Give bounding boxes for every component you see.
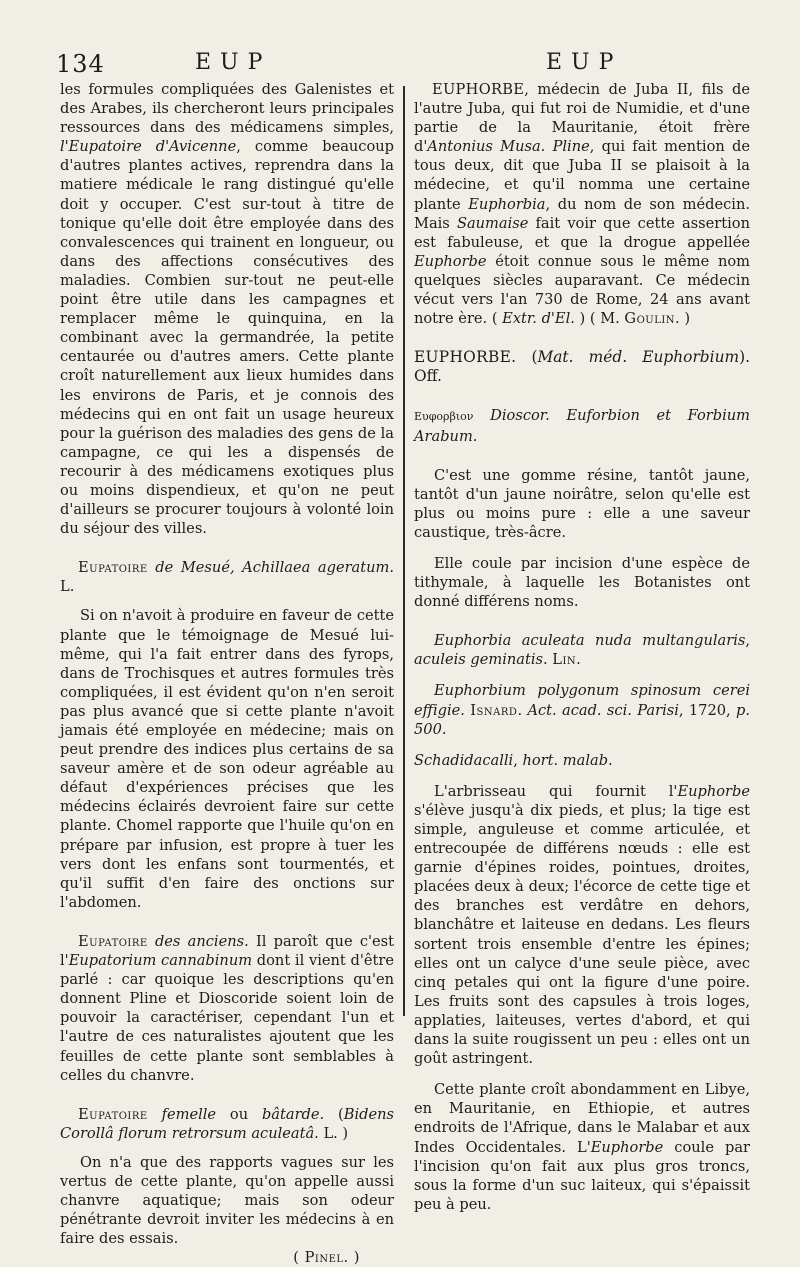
column-divider <box>403 86 405 1016</box>
running-head <box>0 50 800 84</box>
paragraph-habitat: Cette plante croît abondamment en Libye, en Mauritanie, en Ethiopie, et autres endroits de l'Afrique, dans le Malabar et aux Indes Occidentales. L'Euphorbe coule par l'incision qu'on fait aux plus gros troncs, sous la forme d'un suc laiteux, qui s'épaissit peu à peu. <box>414 1081 750 1213</box>
left-column <box>60 80 394 1267</box>
entry-eupatoire-mesue-heading: Eupatoire de Mesué, Achillaea ageratum. L. <box>60 559 394 596</box>
entry-euphorbe-matiere-heading: EUPHORBE. (Mat. méd. Euphorbium). Off. <box>414 348 750 386</box>
paragraph-gomme-resine: C'est une gomme résine, tantôt jaune, tantôt d'un jaune noirâtre, selon qu'elle est plus ou moins pure : elle a une saveur caustique, très-âcre. <box>414 466 750 541</box>
synonym-isnard: Euphorbium polygonum spinosum cerei effigie. Isnard. Act. acad. sci. Parisi, 1720, p. 500. <box>414 682 751 738</box>
entry-eupatoire-anciens: Eupatoire des anciens. Il paroît que c'est l'Eupatorium cannabinum dont il vient d'être parlé : car quoique les descriptions qu'en donnent Pline et Dioscoride soient loin de pouvoir la caractériser, cependant l'un et l'autre de ces naturalistes ajoutent que les feuilles de cette plante sont semblables à celles du chanvre. <box>60 932 394 1084</box>
page-number: 134 <box>56 50 105 78</box>
synonym-hortus-malabaricus: Schadidacalli, hort. malab. <box>414 751 613 769</box>
right-column <box>414 80 750 1214</box>
paragraph-eupatoire-continued: les formules compliquées des Galenistes et des Arabes, ils chercheront leurs principales ressources dans des médicamens simples, l'Eupatoire d'Avicenne, comme beaucoup d'autres plantes actives, reprendra dans la matiere médicale le rang distingué qu'elle doit y occuper. C'est sur-tout à titre de tonique qu'elle doit être employée dans des convalescences qui trainent en longueur, ou dans des affections consécutives des maladies. Combien sur-tout ne peut-elle point être utile dans les campagnes et remplacer même le quinquina, en la combinant avec la germandrée, la petite centaurée ou d'autres amers. Cette plante croît naturellement aux lieux humides dans les environs de Paris, et je connois des médecins qui en ont fait un usage heureux pour la guérison des maladies des gens de la campagne, ce qui les a dispensés de recourir à des médicamens exotiques plus ou moins dispendieux, et qu'on ne peut d'ailleurs se procurer toujours à volonté loin du séjour des villes. <box>60 81 394 538</box>
entry-euphorbe-medecin: EUPHORBE, médecin de Juba II, fils de l'autre Juba, qui fut roi de Numidie, et d'une partie de la Mauritanie, étoit frère d'Antonius Musa. Pline, qui fait mention de tous deux, dit que Juba II se plaisoit à la médecine, et qu'il nomma une certaine plante Euphorbia, du nom de son médecin. Mais Saumaise fait voir que cette assertion est fabuleuse, et que la drogue appellée Euphorbe étoit connue sous le même nom quelques siècles auparavant. Ce médecin vécut vers l'an 730 de Rome, 24 ans avant notre ère. ( Extr. d'El. ) ( M. Goulin. ) <box>414 81 750 328</box>
running-head-right: EUP <box>546 50 623 75</box>
paragraph-arbrisseau: L'arbrisseau qui fournit l'Euphorbe s'élève jusqu'à dix pieds, et plus; la tige est simple, anguleuse et comme articulée, et entrecoupée de différens nœuds : elle est garnie d'épines roides, pointues, droites, placées deux à deux; l'écorce de cette tige et des branches est verdâtre en dehors, blanchâtre et laiteuse en dedans. Les fleurs sortent trois ensemble d'entre les épines; elles ont un calyce d'une seule pièce, avec cinq petales qui ont la figure d'une poire. Les fruits sont des capsules à trois loges, applaties, laiteuses, vertes d'abord, et qui dans la suite rougissent un peu : elles ont un goût astringent. <box>414 782 750 1068</box>
synonym-dioscorides: Ευφορβιον Dioscor. Euforbion et Forbium Arabum. <box>414 407 751 445</box>
paragraph-incision: Elle coule par incision d'une espèce de tithymale, à laquelle les Botanistes ont donné différens noms. <box>414 554 750 611</box>
paragraph-eupatoire-mesue: Si on n'avoit à produire en faveur de cette plante que le témoignage de Mesué lui-même, qui l'a fait entrer dans des fyrops, dans de Trochisques et autres formules très compliquées, il est évident qu'on n'en seroit pas plus avancé que si cette plante n'avoit jamais été employée en médecine; mais on peut prendre des indices plus certains de sa saveur amère et de son odeur agréable au défaut d'expériences précises que les médecins éclairés devroient faire sur cette plante. Chomel rapporte que l'huile qu'on en prépare par infusion, est propre à tuer les vers dont les enfans sont tourmentés, et qu'il suffit d'en faire des onctions sur l'abdomen. <box>60 607 394 911</box>
synonym-linnaeus: Euphorbia aculeata nuda multangularis, aculeis geminatis. Lin. <box>414 632 750 669</box>
running-head-left: EUP <box>195 50 272 75</box>
author-signature-pinel: ( Pinel. ) <box>293 1249 360 1267</box>
paragraph-eupatoire-femelle: On n'a que des rapports vagues sur les vertus de cette plante, qu'on appelle aussi chanvre aquatique; mais son odeur pénétrante devroit inviter les médecins à en faire des essais. <box>60 1153 394 1248</box>
entry-eupatoire-femelle-heading: Eupatoire femelle ou bâtarde. (Bidens Corollâ florum retrorsum aculeatâ. L. ) <box>60 1105 394 1142</box>
